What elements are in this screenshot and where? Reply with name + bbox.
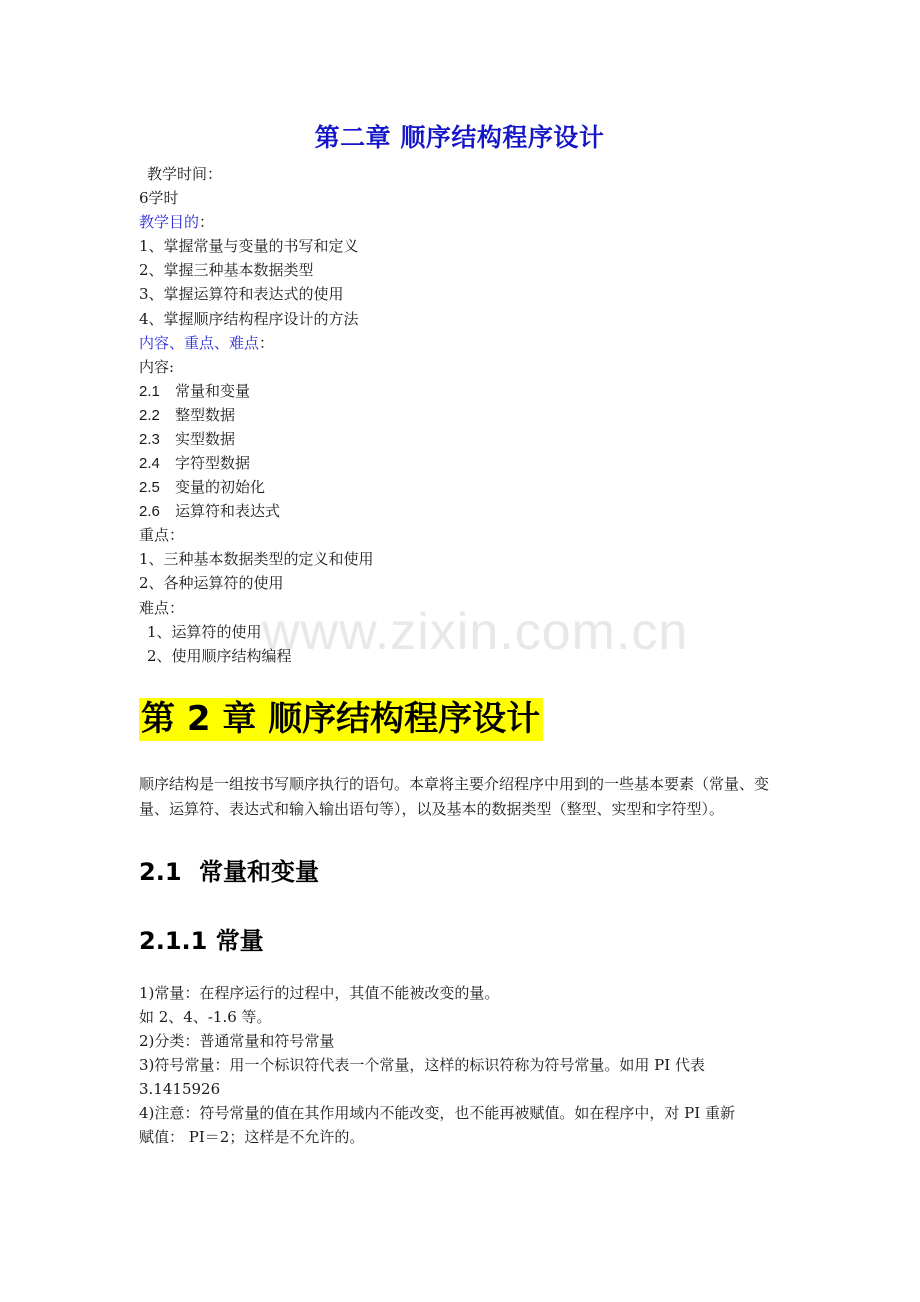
objective-item: 2、掌握三种基本数据类型 bbox=[139, 261, 314, 279]
body-line: 1)常量：在程序运行的过程中，其值不能被改变的量。 bbox=[139, 984, 500, 1002]
section-heading-2-1-1: 2.1.1 常量 bbox=[139, 927, 264, 955]
content-section-label-suffix: ： bbox=[259, 334, 275, 352]
content-item bbox=[139, 405, 235, 426]
objectives-label-suffix: ： bbox=[199, 213, 215, 231]
content-section-label: 内容、重点、难点 bbox=[139, 334, 260, 352]
content-item-num: 2.4 bbox=[139, 455, 160, 472]
objectives-heading bbox=[139, 212, 214, 232]
content-item-num: 2.3 bbox=[139, 431, 160, 448]
teaching-time-label: 教学时间： bbox=[147, 165, 223, 183]
content-item-text: 实型数据 bbox=[175, 430, 236, 448]
page-title: 第二章 顺序结构程序设计 bbox=[314, 123, 605, 152]
content-item bbox=[139, 429, 235, 450]
content-item-num: 2.1 bbox=[139, 383, 160, 400]
content-section-heading bbox=[139, 333, 274, 353]
difficulty-label: 难点： bbox=[139, 599, 185, 617]
chapter-intro: 顺序结构是一组按书写顺序执行的语句。本章将主要介绍程序中用到的一些基本要素（常量、变量、运算符、表达式和输入输出语句等），以及基本的数据类型（整型、实型和字符型）。 bbox=[139, 775, 770, 818]
section-title: 常量和变量 bbox=[199, 858, 319, 886]
content-item-text: 变量的初始化 bbox=[175, 478, 266, 496]
objective-item: 4、掌握顺序结构程序设计的方法 bbox=[139, 310, 359, 328]
key-point-item: 2、各种运算符的使用 bbox=[139, 574, 284, 592]
key-points-label: 重点： bbox=[139, 526, 185, 544]
body-line: 4)注意：符号常量的值在其作用域内不能改变，也不能再被赋值。如在程序中，对 PI 重新 bbox=[139, 1104, 735, 1122]
key-point-item: 1、三种基本数据类型的定义和使用 bbox=[139, 550, 374, 568]
objectives-label: 教学目的 bbox=[139, 213, 200, 231]
objective-item: 3、掌握运算符和表达式的使用 bbox=[139, 285, 344, 303]
content-label: 内容: bbox=[139, 358, 175, 376]
watermark-text: www.zixin.com.cn bbox=[262, 603, 689, 661]
content-item-text: 运算符和表达式 bbox=[175, 502, 281, 520]
content-item bbox=[139, 381, 250, 402]
objective-item: 1、掌握常量与变量的书写和定义 bbox=[139, 237, 359, 255]
content-item-text: 整型数据 bbox=[175, 406, 236, 424]
teaching-time-value: 6学时 bbox=[139, 189, 179, 207]
chapter-heading: 第 2 章 顺序结构程序设计 bbox=[139, 698, 543, 741]
content-item bbox=[139, 453, 250, 474]
body-line: 3.1415926 bbox=[139, 1080, 221, 1098]
content-item-num: 2.6 bbox=[139, 503, 160, 520]
section-number: 2.1 bbox=[139, 858, 182, 886]
content-item-num: 2.2 bbox=[139, 407, 160, 424]
section-heading-2-1 bbox=[139, 852, 319, 887]
content-item-text: 常量和变量 bbox=[175, 382, 251, 400]
difficulty-item: 2、使用顺序结构编程 bbox=[147, 647, 292, 665]
body-line: 3)符号常量：用一个标识符代表一个常量，这样的标识符称为符号常量。如用 PI 代表 bbox=[139, 1056, 705, 1074]
body-line: 如 2、4、-1.6 等。 bbox=[139, 1008, 272, 1026]
body-line: 2)分类：普通常量和符号常量 bbox=[139, 1032, 335, 1050]
content-item bbox=[139, 477, 265, 498]
content-item-num: 2.5 bbox=[139, 479, 160, 496]
content-item-text: 字符型数据 bbox=[175, 454, 251, 472]
body-line: 赋值： PI＝2；这样是不允许的。 bbox=[139, 1128, 365, 1146]
difficulty-item: 1、运算符的使用 bbox=[147, 623, 262, 641]
content-item bbox=[139, 501, 280, 522]
